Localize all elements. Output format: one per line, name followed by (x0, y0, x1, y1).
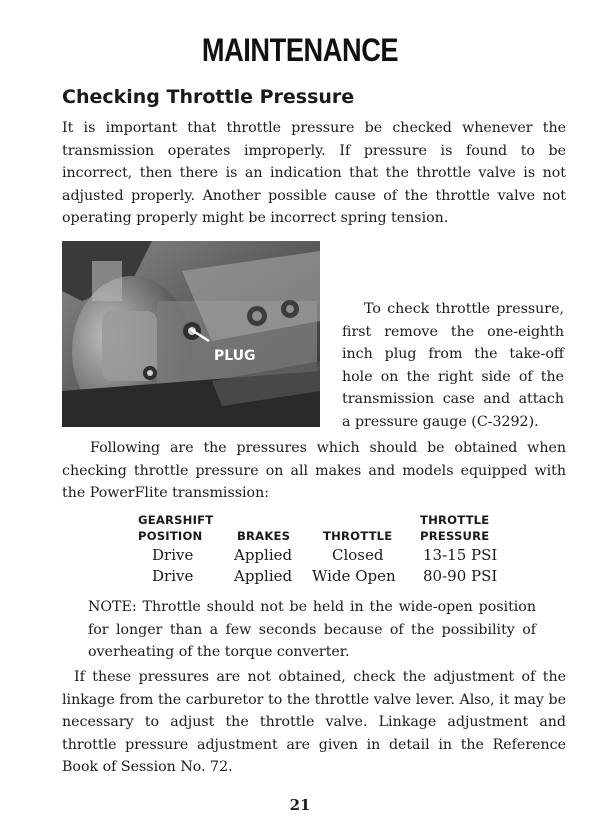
note-paragraph: NOTE: Throttle should not be held in the wide-open position for longer than a few seconds because of the possibility of overheating of the torque converter. (88, 599, 536, 660)
final-paragraph: If these pressures are not obtained, check the adjustment of the linkage from the carburetor to the throttle valve lever. Also, it may be necessary to adjust the throttle valve. Linkage adjustment and throttle pressure adjustment are given in detail in the Reference Book of Session No. 72. (62, 669, 566, 775)
row1-pressure: 13-15 PSI (423, 546, 498, 564)
transmission-photo (62, 241, 320, 427)
page-title: MAINTENANCE (201, 32, 399, 68)
transmission-case-image (62, 241, 320, 427)
intro-paragraph: It is important that throttle pressure be checked whenever the transmission operates improperly. If pressure is found to be incorrect, then there is an indication that the throttle valve is not adjusted properly. Another possible cause of the throttle valve not operating properly might be incorrect spring tension. (62, 120, 566, 226)
plug-label: PLUG (214, 348, 256, 364)
section-heading: Checking Throttle Pressure (62, 86, 355, 108)
row1-position: Drive (152, 546, 194, 564)
header-throttle: THROTTLE (323, 529, 393, 543)
header-gearshift: GEARSHIFT (138, 513, 214, 527)
row2-pressure: 80-90 PSI (423, 567, 498, 585)
row1-brakes: Applied (234, 546, 293, 564)
row2-position: Drive (152, 567, 194, 585)
page-number: 21 (289, 796, 311, 814)
row2-brakes: Applied (234, 567, 293, 585)
header-position: POSITION (138, 529, 203, 543)
header-throttle-top: THROTTLE (420, 513, 490, 527)
check-paragraph: To check throttle pressure, first remove the one-eighth inch plug from the take-off hole on the right side of the transmission case and attach a pressure gauge (C-3292). (342, 301, 564, 430)
header-brakes: BRAKES (237, 529, 291, 543)
row2-throttle: Wide Open (312, 567, 396, 585)
following-paragraph: Following are the pressures which should be obtained when checking throttle pressure on all makes and models equipped with the PowerFlite transmission: (62, 440, 566, 501)
row1-throttle: Closed (332, 546, 384, 564)
header-pressure: PRESSURE (420, 529, 490, 543)
